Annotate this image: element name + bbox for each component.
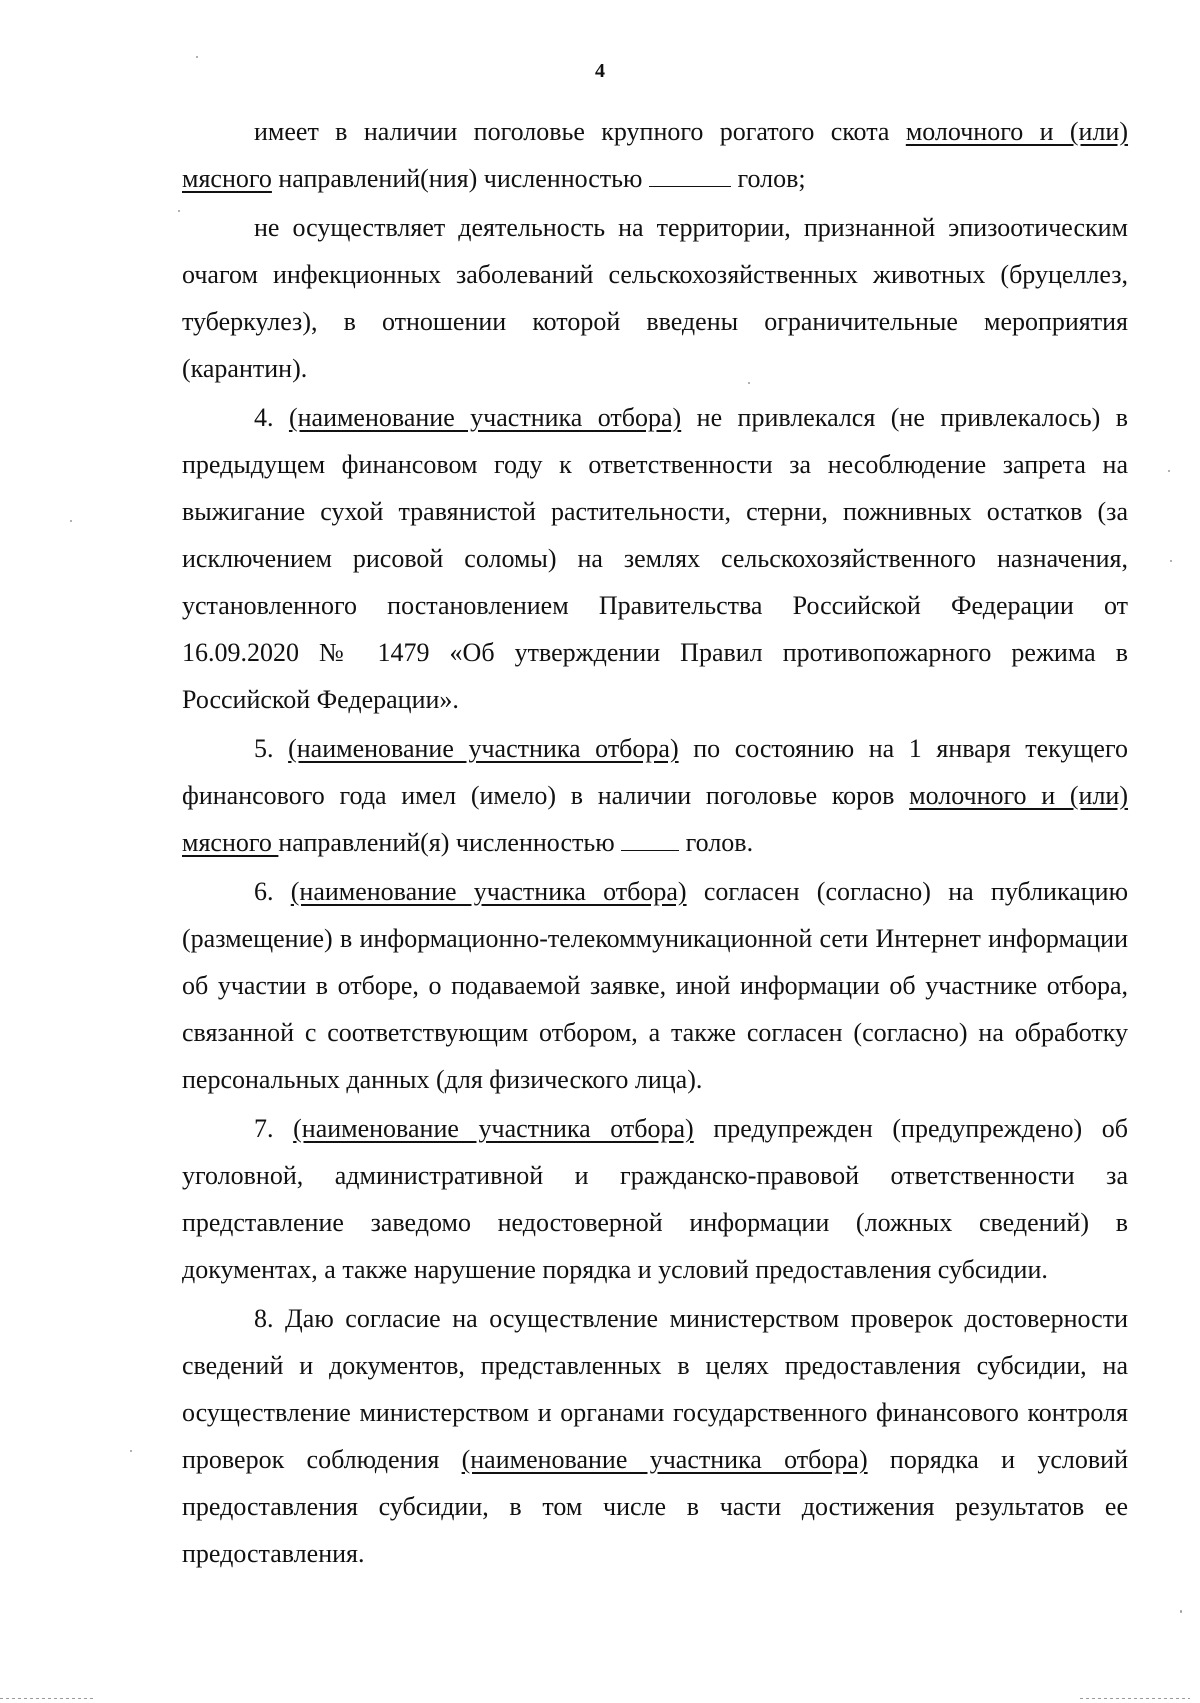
paragraph-item-8	[182, 1295, 1128, 1577]
participant-name-placeholder: (наименование участника отбора)	[293, 1114, 694, 1143]
blank-field-head-count	[649, 164, 731, 187]
scan-speck	[196, 56, 198, 58]
participant-name-placeholder: (наименование участника отбора)	[288, 734, 679, 763]
paragraph-item-4	[182, 394, 1128, 723]
text-run: 8. Даю согласие на осуществление министерством проверок достоверности сведений и документов, представленных в целях предоставления субсидии, на осуществление министерством и органами государственного финансового контроля проверок соблюдения	[182, 1304, 1128, 1474]
text-run: порядка и условий предоставления субсидии, в том числе в части достижения результатов ее предоставления.	[182, 1445, 1128, 1568]
scan-speck	[748, 382, 750, 384]
text-run: направлений(ния) численностью	[271, 164, 649, 193]
text-run: голов;	[730, 164, 806, 193]
text-run: направлений(я) численностью	[278, 828, 622, 857]
participant-name-placeholder: (наименование участника отбора)	[288, 403, 682, 432]
item-number: 4.	[254, 403, 289, 432]
item-number: 5.	[254, 734, 289, 763]
paragraph-item-6	[182, 868, 1128, 1103]
text-run: согласен (согласно) на публикацию (размещение) в информационно-телекоммуникационной сети Интернет информации об участии в отборе, о подаваемой заявке, иной информации об участнике отбора, связанной с соответствующим отбором, а также согласен (согласно) на обработку персональных данных (для физического лица).	[182, 877, 1128, 1094]
scan-edge-mark	[0, 1698, 96, 1699]
scan-speck	[1180, 1610, 1182, 1613]
scan-speck	[1170, 560, 1172, 562]
paragraph-item-5	[182, 725, 1128, 866]
paragraph-item-7	[182, 1105, 1128, 1293]
text-run: по состоянию на 1 января текущего финансового года имел (имело) в наличии поголовье коров	[182, 734, 1128, 810]
paragraph-livestock	[182, 108, 1128, 202]
scan-edge-mark	[1080, 1698, 1190, 1699]
participant-name-placeholder: (наименование участника отбора)	[461, 1445, 868, 1474]
underlined-direction: молочного и (или) мясного	[182, 781, 1129, 857]
scan-speck	[178, 210, 180, 212]
text-run: предупрежден (предупреждено) об уголовной, административной и гражданско-правовой ответственности за представление заведомо недостоверной информации (ложных сведений) в документах, а также нарушение порядка и условий предоставления субсидии.	[182, 1114, 1128, 1284]
text-run: не привлекался (не привлекалось) в предыдущем финансовом году к ответственности за несоблюдение запрета на выжигание сухой травянистой растительности, стерни, пожнивных остатков (за исключением рисовой соломы) на землях сельскохозяйственного назначения, установленного постановлением Правительства Российской Федерации от 16.09.2020 № 1479 «Об утверждении Правил противопожарного режима в Российской Федерации».	[182, 403, 1128, 714]
scan-speck	[1168, 470, 1170, 472]
text-run: имеет в наличии поголовье крупного рогатого скота	[254, 117, 906, 146]
text-run: голов.	[679, 828, 754, 857]
scan-speck	[130, 1450, 132, 1452]
item-number: 6.	[254, 877, 291, 906]
item-number: 7.	[254, 1114, 294, 1143]
underlined-direction: молочного и (или) мясного	[182, 117, 1129, 193]
blank-field-cow-count	[621, 828, 679, 851]
document-body	[182, 108, 1128, 1579]
scan-speck	[70, 520, 72, 522]
paragraph-epizootic: не осуществляет деятельность на территории, признанной эпизоотическим очагом инфекционных заболеваний сельскохозяйственных животных (бруцеллез, туберкулез), в отношении которой введены ограничительные мероприятия (карантин).	[182, 213, 1128, 383]
page-number: 4	[595, 60, 605, 82]
participant-name-placeholder: (наименование участника отбора)	[290, 877, 687, 906]
